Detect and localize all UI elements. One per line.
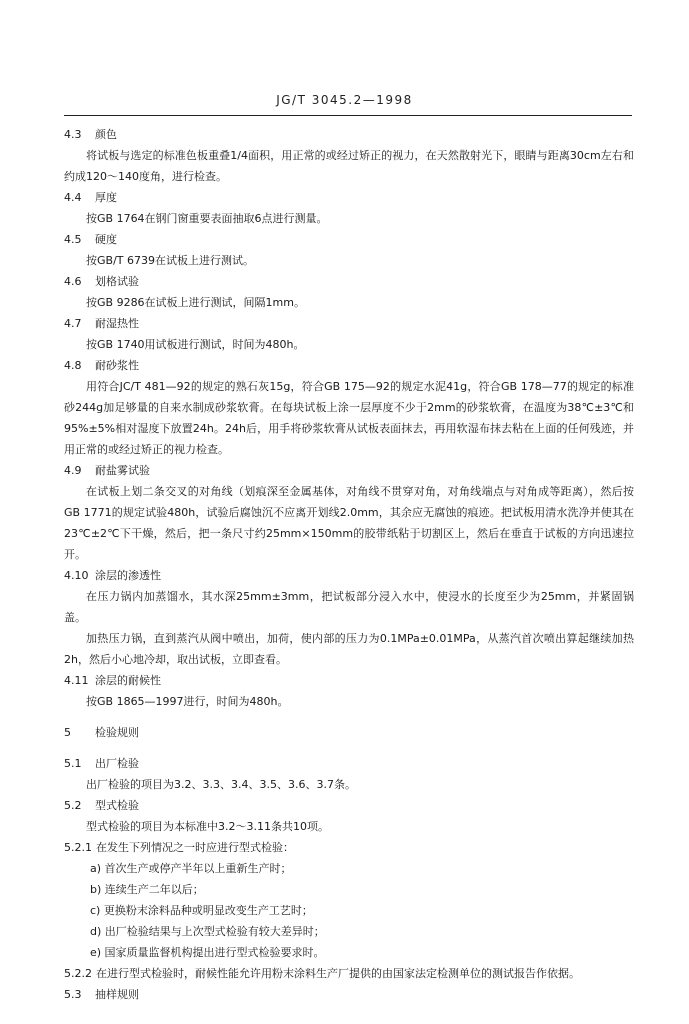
section-number: 4.5: [64, 233, 82, 246]
section-number: 4.8: [64, 359, 82, 372]
section-title: 在发生下列情况之一时应进行型式检验：: [96, 841, 294, 854]
list-item: a) 首次生产或停产半年以上重新生产时；: [90, 862, 292, 875]
section-number: 5.2.2: [64, 967, 92, 980]
spacer: [64, 743, 634, 753]
body-paragraph: 按GB 1764在钢门窗重要表面抽取6点进行测量。: [86, 212, 328, 225]
section-title: 检验规则: [95, 726, 139, 739]
section-number: 4.7: [64, 317, 82, 330]
body-paragraph: 按GB 1865—1997进行，时间为480h。: [86, 695, 289, 708]
section-number: 5: [64, 726, 71, 739]
list-item: c) 更换粉末涂料品种或明显改变生产工艺时；: [90, 904, 313, 917]
section-heading: [64, 984, 634, 1005]
section-title: 耐盐雾试验: [95, 464, 150, 477]
section-heading: [64, 837, 634, 858]
section-title: 涂层的耐候性: [95, 674, 161, 687]
section-title: 耐砂浆性: [95, 359, 139, 372]
section-title: 划格试验: [95, 275, 139, 288]
section-heading: [64, 187, 634, 208]
section-heading: [64, 124, 634, 145]
section-title: 硬度: [95, 233, 117, 246]
section-number: 4.4: [64, 191, 82, 204]
section-title: 耐湿热性: [95, 317, 139, 330]
list-item: b) 连续生产二年以后；: [90, 883, 204, 896]
section-title: 出厂检验: [95, 757, 139, 770]
section-heading: [64, 355, 634, 376]
section-heading: [64, 670, 634, 691]
section-title: 厚度: [95, 191, 117, 204]
section-number: 4.6: [64, 275, 82, 288]
section-number: 5.2: [64, 799, 82, 812]
list-item: e) 国家质量监督机构提出进行型式检验要求时。: [90, 946, 325, 959]
section-number: 4.9: [64, 464, 82, 477]
spacer: [64, 712, 634, 722]
section-number: 4.3: [64, 128, 82, 141]
body-paragraph: 在试板上划二条交叉的对角线（划痕深至金属基体，对角线不贯穿对角，对角线端点与对角成等距离），然后按GB 1771的规定试验480h，试验后腐蚀沉不应离开划线2.0mm，其余应无腐蚀的痕迹。把试板用清水洗净并使其在23℃±2℃下干燥，然后，把一条尺寸约25mm×150mm的胶带纸粘于切割区上，然后在垂直于试板的方向迅速拉开。: [64, 485, 634, 561]
section-heading: [64, 753, 634, 774]
section-title: 型式检验: [95, 799, 139, 812]
body-paragraph: 按GB 9286在试板上进行测试，间隔1mm。: [86, 296, 305, 309]
header-rule: [64, 115, 632, 116]
section-paragraph: [64, 963, 634, 984]
body-paragraph: 将试板与选定的标准色板重叠1/4面积，用正常的或经过矫正的视力，在天然散射光下，眼睛与距离30cm左右和约成120～140度角，进行检查。: [64, 149, 634, 183]
body-paragraph: 型式检验的项目为本标准中3.2～3.11条共10项。: [86, 820, 329, 833]
section-number: 5.3: [64, 988, 82, 1001]
section-title: 颜色: [95, 128, 117, 141]
body-paragraph: 出厂检验的项目为3.2、3.3、3.4、3.5、3.6、3.7条。: [86, 778, 356, 791]
body-paragraph: 在压力锅内加蒸馏水，其水深25mm±3mm，把试板部分浸入水中，使浸水的长度至少为25mm，并紧固锅盖。: [64, 590, 634, 624]
section-number: 5.1: [64, 757, 82, 770]
section-heading: [64, 565, 634, 586]
body-paragraph: 加热压力锅，直到蒸汽从阀中喷出，加荷，使内部的压力为0.1MPa±0.01MPa，从蒸汽首次喷出算起继续加热2h，然后小心地冷却，取出试板，立即查看。: [64, 632, 634, 666]
section-title: 涂层的渗透性: [95, 569, 161, 582]
section-text: 在进行型式检验时，耐候性能允许用粉末涂料生产厂提供的由国家法定检测单位的测试报告作依据。: [96, 967, 580, 980]
section-heading: [64, 460, 634, 481]
section-heading: [64, 271, 634, 292]
body-paragraph: 按GB 1740用试板进行测试，时间为480h。: [86, 338, 305, 351]
body-paragraph: 按GB/T 6739在试板上进行测试。: [86, 254, 254, 267]
standard-header: JG/T 3045.2—1998: [276, 93, 413, 107]
section-number: 4.11: [64, 674, 89, 687]
section-heading: [64, 795, 634, 816]
body-paragraph: 用符合JC/T 481—92的规定的熟石灰15g，符合GB 175—92的规定水泥41g，符合GB 178—77的规定的标准砂244g加足够量的自来水制成砂浆软膏。在每块试板上涂一层厚度不少于2mm的砂浆软膏，在温度为38℃±3℃和95%±5%相对湿度下放置24h。24h后，用手将砂浆软膏从试板表面抹去，再用软湿布抹去粘在上面的任何残迹，并用正常的或经过矫正的视力检查。: [64, 380, 634, 456]
section-number: 5.2.1: [64, 841, 92, 854]
section-heading: [64, 313, 634, 334]
section-heading: [64, 229, 634, 250]
list-item: d) 出厂检验结果与上次型式检验有较大差异时；: [90, 925, 325, 938]
section-number: 4.10: [64, 569, 89, 582]
section-heading: [64, 722, 634, 743]
section-title: 抽样规则: [95, 988, 139, 1001]
document-body: [64, 124, 634, 1005]
